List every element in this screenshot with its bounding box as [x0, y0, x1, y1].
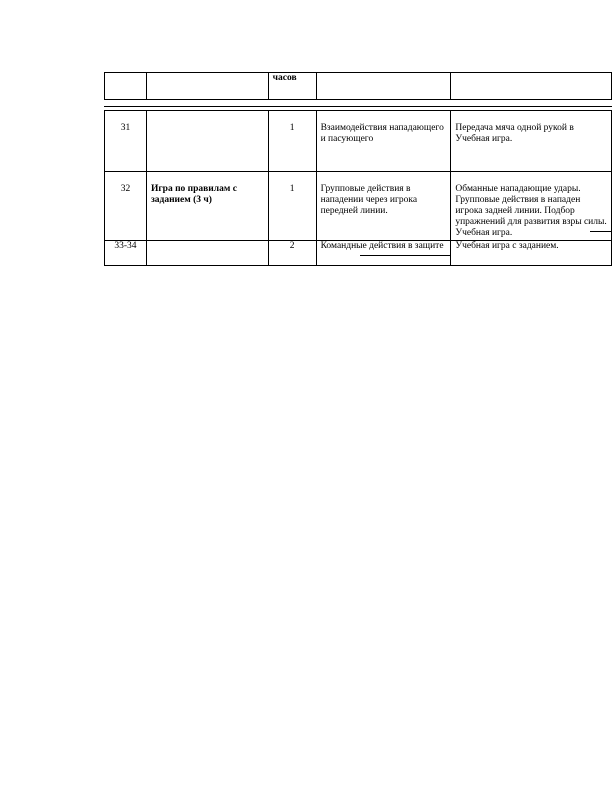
lesson-content: Групповые действия в нападении через игрока передней линии.	[316, 172, 451, 241]
lesson-activity: Передача мяча одной рукой в Учебная игра.	[451, 111, 612, 172]
header-hours-label: часов	[268, 73, 316, 100]
underline-mark	[360, 255, 450, 256]
lesson-content: Командные действия в защите	[316, 241, 451, 266]
table-divider	[104, 106, 612, 107]
table-row	[105, 111, 612, 172]
lesson-topic: Игра по правилам с заданием (3 ч)	[146, 172, 268, 241]
table-row	[105, 172, 612, 241]
header-cell-activity	[451, 73, 612, 100]
underline-mark	[590, 231, 612, 232]
lesson-number: 31	[105, 111, 147, 172]
header-cell-num	[105, 73, 147, 100]
header-cell-topic	[146, 73, 268, 100]
table-header	[104, 72, 612, 100]
lesson-number: 32	[105, 172, 147, 241]
lesson-table	[104, 110, 612, 266]
header-cell-content	[316, 73, 451, 100]
lesson-topic	[146, 241, 268, 266]
lesson-hours: 1	[268, 111, 316, 172]
lesson-hours: 1	[268, 172, 316, 241]
lesson-content: Взаимодействия нападающего и пасующего	[316, 111, 451, 172]
lesson-activity: Учебная игра с заданием.	[451, 241, 612, 266]
lesson-activity: Обманные нападающие удары. Групповые действия в нападен игрока задней линии. Подбор упражнений для развития взры силы. Учебная игра.	[451, 172, 612, 241]
lesson-hours: 2	[268, 241, 316, 266]
lesson-topic	[146, 111, 268, 172]
lesson-number: 33-34	[105, 241, 147, 266]
table-row	[105, 241, 612, 266]
